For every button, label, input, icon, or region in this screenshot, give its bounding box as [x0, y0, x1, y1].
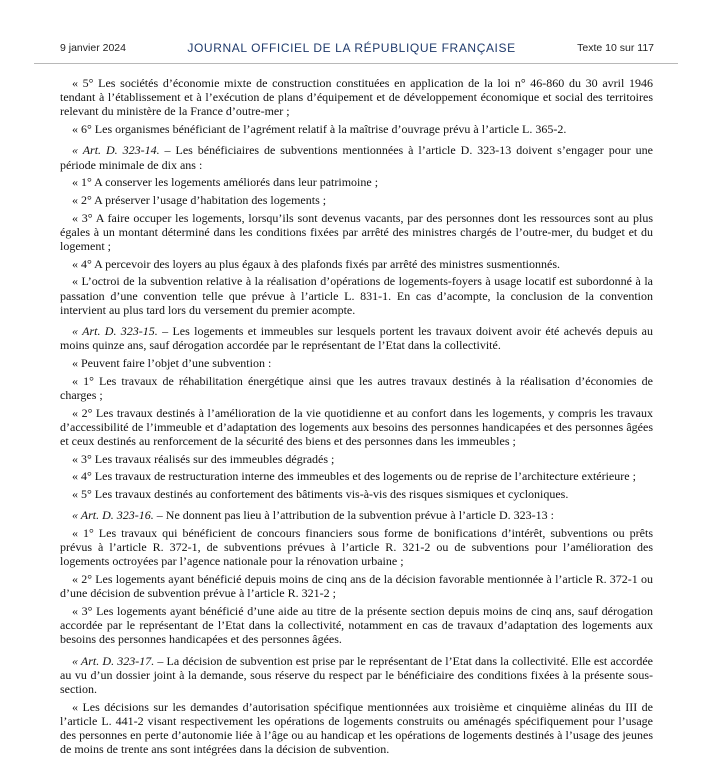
paragraph — [60, 274, 653, 317]
paragraph-text: « 5° Les travaux destinés au confortement des bâtiments vis-à-vis des risques sismiques et cycloniques. — [72, 487, 569, 502]
paragraph-text: « 4° Les travaux de restructuration interne des immeubles et des logements ou de reprise de l’architecture extérieure ; — [72, 469, 636, 484]
article-number: « Art. D. 323-14. — [72, 143, 160, 158]
paragraph-text: « 5° Les sociétés d’économie mixte de construction constituées en application de la loi n° 46-860 du 30 avril 1946 tendant à l’établissement et à l’exécution de plans d’équipement et de développement économique et social des territoires relevant du ministère de la France d’outre-mer ; — [60, 76, 653, 119]
paragraph — [60, 406, 653, 449]
article-number: « Art. D. 323-17. — [72, 653, 155, 668]
journal-title: JOURNAL OFFICIEL DE LA RÉPUBLIQUE FRANÇAISE — [187, 41, 516, 55]
article-paragraph — [60, 143, 653, 171]
paragraph-text: « 2° A préserver l’usage d’habitation des logements ; — [72, 192, 327, 207]
paragraph — [60, 604, 653, 647]
paragraph — [60, 700, 653, 757]
document-body — [60, 76, 653, 760]
paragraph-text: « L’octroi de la subvention relative à la réalisation d’opérations de logements-foyers à usage locatif est subordonné à la passation d’une convention telle que prévue à l’article L. 831-1. En cas d’acompte, la conclusion de la convention intervient au plus tard lors du versement du premier acompte. — [60, 274, 653, 317]
text-reference: Texte 10 sur 117 — [577, 42, 654, 54]
paragraph-text: « 6° Les organismes bénéficiant de l’agrément relatif à la maîtrise d’ouvrage prévu à l’article L. 365-2. — [72, 122, 567, 137]
paragraph-text: – Les bénéficiaires de subventions mentionnées à l’article D. 323-13 doivent s’engager pour une période minimale de dix ans : — [60, 143, 653, 172]
article-paragraph — [60, 654, 653, 697]
paragraph-text: « Peuvent faire l’objet d’une subvention : — [72, 355, 272, 370]
paragraph-text: « 1° Les travaux de réhabilitation énergétique ainsi que les autres travaux destinés à la réalisation d’économies de charges ; — [60, 373, 653, 402]
paragraph — [60, 257, 653, 271]
article-paragraph — [60, 324, 653, 352]
paragraph — [60, 122, 653, 136]
paragraph — [60, 356, 653, 370]
paragraph-text: « 1° A conserver les logements améliorés dans leur patrimoine ; — [72, 175, 379, 190]
page-header — [60, 38, 654, 58]
paragraph-text: « 2° Les logements ayant bénéficié depuis moins de cinq ans de la décision favorable mentionnée à l’article R. 372-1 ou d’une décision de subvention prévue à l’article R. 321-2 ; — [60, 572, 653, 601]
paragraph — [60, 374, 653, 402]
paragraph — [60, 211, 653, 254]
paragraph — [60, 193, 653, 207]
header-divider — [34, 63, 678, 64]
paragraph-text: « 3° Les logements ayant bénéficié d’une aide au titre de la présente section depuis moins de cinq ans, sauf dérogation accordée par le représentant de l’Etat dans la collectivité, notamment en cas de travaux d’adaptation des logements aux besoins des personnes handicapées et des personnes âgées. — [60, 604, 653, 647]
paragraph — [60, 452, 653, 466]
paragraph-text: « Les décisions sur les demandes d’autorisation spécifique mentionnées aux troisième et cinquième alinéas du III de l’article L. 441-2 visant respectivement les opérations de logements construits ou aménagés spécifiquement pour l’usage des personnes en perte d’autonomie liée à l’âge ou au handicap et les opérations de logements destinés à l’usage des jeunes de moins de trente ans sont intégrées dans la décision de subvention. — [60, 699, 653, 757]
paragraph-text: – Les logements et immeubles sur lesquels portent les travaux doivent avoir été achevés depuis au moins quinze ans, sauf dérogation accordée par le représentant de l’Etat dans la collectivité. — [60, 324, 653, 353]
article-number: « Art. D. 323-16. — [72, 508, 154, 523]
paragraph — [60, 175, 653, 189]
paragraph-text: « 4° A percevoir des loyers au plus égaux à des plafonds fixés par arrêté des ministres susmentionnés. — [72, 256, 561, 271]
paragraph — [60, 469, 653, 483]
paragraph-text: « 3° Les travaux réalisés sur des immeubles dégradés ; — [72, 451, 335, 466]
paragraph-text: « 1° Les travaux qui bénéficient de concours financiers sous forme de bonifications d’intérêt, subventions ou prêts prévus à l’article R. 372-1, de subventions prévues à l’article R. 321-2 ou de subventions pour l’amélioration des logements octroyées par l’agence nationale pour la rénovation urbaine ; — [60, 525, 653, 569]
article-paragraph — [60, 508, 653, 522]
paragraph — [60, 572, 653, 600]
paragraph-text: – Ne donnent pas lieu à l’attribution de la subvention prévue à l’article D. 323-13 : — [153, 508, 554, 523]
paragraph-text: – La décision de subvention est prise par le représentant de l’Etat dans la collectivité. Elle est accordée au vu d’un dossier joint à la demande, sous réserve du respect par le bénéficiaire des conditions fixées à la présente sous-section. — [60, 653, 654, 697]
paragraph-text: « 3° A faire occuper les logements, lorsqu’ils sont devenus vacants, par des personnes dont les ressources sont au plus égales à un montant déterminé dans les conditions fixées par arrêté des ministres chargés de l’outre-mer, du budget et du logement ; — [60, 210, 653, 254]
paragraph — [60, 76, 653, 119]
paragraph-text: « 2° Les travaux destinés à l’amélioration de la vie quotidienne et au confort dans les logements, y compris les travaux d’accessibilité de l’immeuble et d’adaptation des logements aux besoins des personnes handicapées et des personnes âgées et ceux destinés au renforcement de la sécurité des biens et des personnes dans les immeubles ; — [60, 405, 653, 448]
article-number: « Art. D. 323-15. — [72, 324, 158, 339]
publication-date: 9 janvier 2024 — [60, 42, 126, 54]
paragraph — [60, 487, 653, 501]
paragraph — [60, 526, 653, 569]
